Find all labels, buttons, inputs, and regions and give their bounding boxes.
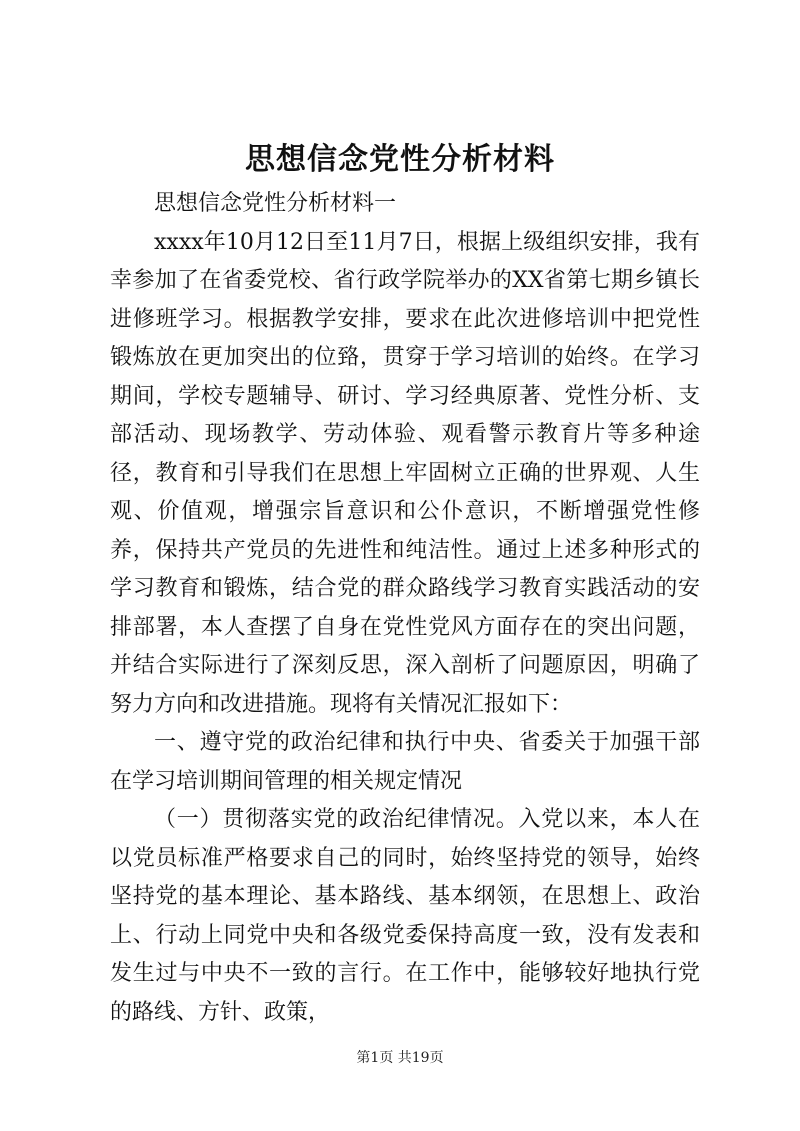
section-heading: 一、遵守党的政治纪律和执行中央、省委关于加强干部在学习培训期间管理的相关规定情况: [110, 730, 700, 794]
section-subtitle: 思想信念党性分析材料一: [154, 191, 397, 216]
document-body: [110, 185, 700, 1032]
body-paragraph: xxxx年10月12日至11月7日，根据上级组织安排，我有幸参加了在省委党校、省行政学院举办的XX省第七期乡镇长进修班学习。根据教学安排，要求在此次进修培训中把党性锻炼放在更加突出的位臵，贯穿于学习培训的始终。在学习期间，学校专题辅导、研讨、学习经典原著、党性分析、支部活动、现场教学、劳动体验、观看警示教育片等多种途径，教育和引导我们在思想上牢固树立正确的世界观、人生观、价值观，增强宗旨意识和公仆意识，不断增强党性修养，保持共产党员的先进性和纯洁性。通过上述多种形式的学习教育和锻炼，结合党的群众路线学习教育实践活动的安排部署，本人查摆了自身在党性党风方面存在的突出问题，并结合实际进行了深刻反思，深入剖析了问题原因，明确了努力方向和改进措施。现将有关情况汇报如下：: [110, 229, 700, 717]
body-paragraph: （一）贯彻落实党的政治纪律情况。入党以来，本人在以党员标准严格要求自己的同时，始终坚持党的领导，始终坚持党的基本理论、基本路线、基本纲领，在思想上、政治上、行动上同党中央和各级党委保持高度一致，没有发表和发生过与中央不一致的言行。在工作中，能够较好地执行党的路线、方针、政策，: [110, 807, 700, 1025]
page-footer: 第1页 共19页: [356, 1050, 444, 1066]
document-title: 思想信念党性分析材料: [245, 142, 555, 177]
